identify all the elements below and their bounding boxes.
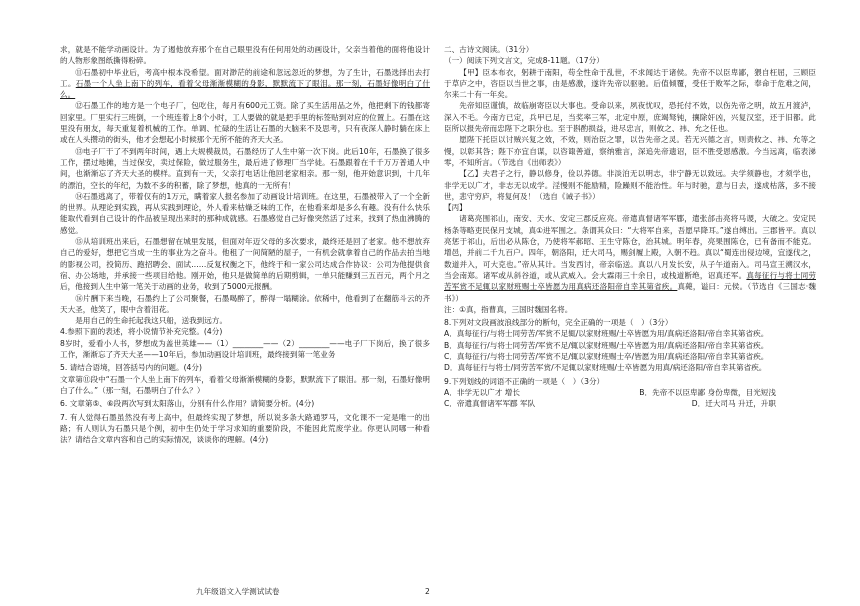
question-9-row-1	[444, 387, 816, 398]
passage-jia-2: 先帝知臣谨慎，故临崩寄臣以大事也。受命以来，夙夜忧叹，恐托付不效，以伤先帝之明，故五月渡泸，深入不毛。今南方已定，兵甲已足，当奖率三军，北定中原，庶竭驽钝，攘除奸凶，兴复汉室，还于旧都。此臣所以报先帝而忠陛下之职分也。至于斟酌损益，进尽忠言，则攸之、祎、允之任也。	[444, 101, 816, 134]
question-8-option-d: D．真每征行与将士/同劳苦军赏/不足辄以家财班赐/士卒皆愿为用真/病还洛阳/帝自幸其第省疾。	[444, 363, 767, 373]
question-8-option-c: C．真每征行/与将士同劳苦/军赏不足/辄以家财班赐士卒/皆愿为用/真病还洛阳/帝自幸其第省疾。	[444, 352, 769, 362]
section-heading: 二、古诗文阅读。（31分）	[444, 45, 534, 54]
annotation-note: 注：①真，指曹真，三国时魏国名将。	[444, 304, 573, 314]
paragraph-continued: 求，就是不能学动画设计。为了遏他放弃那个在自己眼里没有任何用处的动画设计，父亲当着他的面将他设计的人物形象图纸撕得粉碎。	[60, 45, 430, 66]
question-8: 8.下列对文段画波浪线部分的断句，完全正确的一项是（ ）（3分）	[444, 318, 673, 328]
paragraph-11-text: ⑪石墨初中毕业后，考高中根本没希望。面对渺茫的前途和忽远忽近的梦想，为了生计，石墨选择出去打工。	[60, 67, 430, 88]
passage-jia-1: 【甲】臣本布衣，躬耕于南阳，苟全性命于乱世，不求闻达于诸侯。先帝不以臣卑鄙，猥自枉屈，三顾臣于草庐之中，咨臣以当世之事，由是感激，遂许先帝以驱驰。后值倾覆，受任于败军之际，奉命于危难之间，尔来二十有一年矣。	[444, 67, 816, 100]
question-5-prompt: 文章第⑪段中“石墨一个人坐上南下的列车，看着父母渐渐模糊的身影，默默流下了眼泪。那一刻，石墨好像明白了什么。”（那一刻，石墨明白了什么？）	[60, 374, 430, 395]
question-5: 5. 请结合语境，回答括号内的问题。(4分)	[60, 363, 202, 373]
paragraph-15: ⑮从培训班出来后，石墨想留在城里发展，但面对年迈父母的多次要求，最终还是回了老家。他不想放弃自己的爱好，想把它当成一生的事业为之奋斗。他租了一间简陋的屋子，一有机会就拿着自己的作品去拍当地的影视公司，投简历、跑招聘会、面试……反复权衡之下，他终于和一家公司达成合作协议：公司为他提供食宿、办公场地，并承接一些项目给他。刚开始，他只是做简单的后期剪辑，一单只能赚到三五百元，两个月之后，他接到人生中第一笔关于动画的业务，收到了5000元报酬。	[60, 237, 430, 292]
right-column	[444, 44, 816, 410]
question-8-option-a: A．真每征行/与将士同劳苦/军赏不足辄/以家财班赐/士卒皆愿为用/真病还洛阳/帝自幸其第省疾。	[444, 329, 769, 339]
paragraph-16: ⑯片酬下来当晚，石墨约上了公司聚餐，石墨喝醉了，醉得一塌糊涂。依稀中，他看到了在翻筋斗云的齐天大圣，他笑了，眼中含着泪花。	[60, 293, 430, 314]
passage-yi: 【乙】夫君子之行，静以修身，俭以养德。非淡泊无以明志，非宁静无以致远。夫学须静也，才须学也，非学无以广才，非志无以成学。淫慢则不能励精，险躁则不能治性。年与时驰，意与日去，遂成枯落，多不接世，悲守穷庐，将复何及！（选自《诫子书》）	[444, 169, 816, 201]
question-7: 7. 有人觉得石墨虽然没有考上高中，但最终实现了梦想，所以说多条大路通罗马，文化课不一定是唯一的出路；有人则认为石墨只是个例，初中生仍处于学习求知的重要阶段，不能因此荒废学业。你更认同哪一种看法？请结合文章内容和自己的实际情况，谈谈你的理解。(4分)	[60, 412, 430, 445]
question-6: 6. 文章第⑤、⑥段两次写到太阳落山，分别有什么作用？请简要分析。(4分)	[60, 399, 315, 409]
paragraph-12: ⑫石墨工作的地方是一个电子厂，包吃住，每月有600元工资。除了买生活用品之外，他把剩下的钱都寄回家里。厂里实行三班倒，一个班连着上8个小时，工人要做的就是把手里的标签贴到对应的位置上。石墨在这里没有朋友，每天重复着机械的工作。单调、忙碌的生活让石墨的大脑来不及思考，只有夜深人静时躺在床上或在人头攒动的街头，他才会想起小时候那个无所不能的齐天大圣。	[60, 101, 430, 145]
passage-bing	[444, 213, 816, 303]
paragraph-14: ⑭石墨逃离了，带着仅有的1万元，瞒着家人报名参加了动画设计培训班。在这里，石墨被带入了一个全新的世界。从理论到实践，再从实践到理论，外人看来枯燥乏味的工作，在他看来却是多么有趣。没有什么快乐能取代看到自己设计的作品被呈现出来时的那种成就感。石墨感觉自己好像突然活了过来，找到了热血沸腾的感觉。	[60, 191, 430, 235]
subsection-heading: （一）阅读下列文言文，完成8-11题。（17分）	[444, 56, 604, 66]
page-number: 2	[425, 587, 430, 596]
footer-title: 九年级语文入学测试试卷	[196, 587, 280, 596]
passage-bing-end: 真薨，谥曰：元侯。（节选自《三国志·魏书》）	[444, 282, 816, 303]
passage-bing-wavy: 真每征行与将士同劳苦军赏不足辄以家财班赐士卒皆愿为用真病还洛阳帝自幸其第省疾。	[444, 270, 816, 292]
question-4: 4.参照下面的表述，将小说情节补充完整。(4分)	[60, 327, 223, 337]
paragraph-17: 是用自己的生命托起我这只船，送我到远方。	[75, 316, 228, 326]
question-8-option-b: B．真每征行/与将士同劳苦/军赏不足/辄以家财班赐/士卒皆愿为用/真病还洛阳/帝自幸其第省疾。	[444, 340, 769, 350]
question-9-option-b: B．先帝不以臣卑鄙 身份卑微，目光短浅	[639, 387, 776, 397]
passage-jia-3: 愿陛下托臣以讨贼兴复之效，不效，则治臣之罪，以告先帝之灵。若无兴德之言，则责攸之、祎、允等之慢，以彰其咎；陛下亦宜自谋，以咨诹善道，察纳雅言，深追先帝遗诏，臣不胜受恩感激。今当远离，临表涕零，不知所言。（节选自《出师表》）	[444, 135, 816, 167]
question-9-option-c: C．帝遣真督诸军军郿 军队	[444, 399, 536, 409]
question-9-option-a: A．非学无以广才 增长	[444, 387, 520, 397]
question-9: 9.下列划线的词语不正确的一项是（ ）（3分）	[444, 376, 605, 386]
paragraph-11	[60, 67, 430, 101]
question-4-prompt: 8岁时，爱看小人书，梦想成为盖世英雄——（1）________——（2）________——电子厂下岗后，换了很多工作，渐渐忘了齐天大圣——10年后，参加动画设计培训班，最终接到第一笔业务	[60, 338, 430, 360]
passage-bing-label: 【丙】	[444, 203, 467, 213]
question-9-row-2	[444, 398, 816, 409]
passage-bing-text: 诸葛亮围祁山，南安、天水、安定三郡反应亮。帝遣真督诸军军郿，遣张郃击亮将马谡，大破之。安定民杨条等略吏民保月支城，真①进军围之。条谓其众曰：“大将军自来，吾愿早降耳。”遂自缚出。三郡皆平。真以亮惩于祁山，后出必从陈仓，乃使将军郝昭、王生守陈仓，治其城。明年春，亮果围陈仓，已有备而不能克。增邑，并前二千九百户。四年，朝洛阳，迁大司马，赐剑履上殿，入朝不趋。真以“蜀连出侵边境，宜遂伐之，数道并入，可大克也。”帝从其计。当发西讨，帝亲临送。真以八月发长安，从子午道南入。司马宣王溯汉水，当会南郑。诸军或从斜谷道，或从武威入。会大霖雨三十余日，或栈道断绝，诏真还军。	[444, 214, 816, 280]
paragraph-13: ⑬电子厂干了不到两年时间，遇上大规模裁员，石墨经历了人生中第一次下岗。此后10年，石墨换了很多工作，摆过地摊，当过保安，卖过保险，做过服务生，最后进了修理厂当学徒。石墨跟着在千千万万普通人中间，也渐渐忘了齐天大圣的模样。直到有一天，父亲打电话让他回老家相亲。那一刻，他开始意识到，十几年的漂泊，空长的年纪，为数不多的积蓄，除了梦想，他真的一无所有！	[60, 146, 430, 190]
question-9-option-d: D．迁大司马 升迁，升职	[691, 399, 776, 409]
paragraph-11-underlined: 石墨一个人坐上南下的列车，看着父母渐渐模糊的身影，默默流下了眼泪。那一刻，石墨好像明白了什么。	[60, 78, 431, 100]
left-column	[60, 44, 430, 445]
